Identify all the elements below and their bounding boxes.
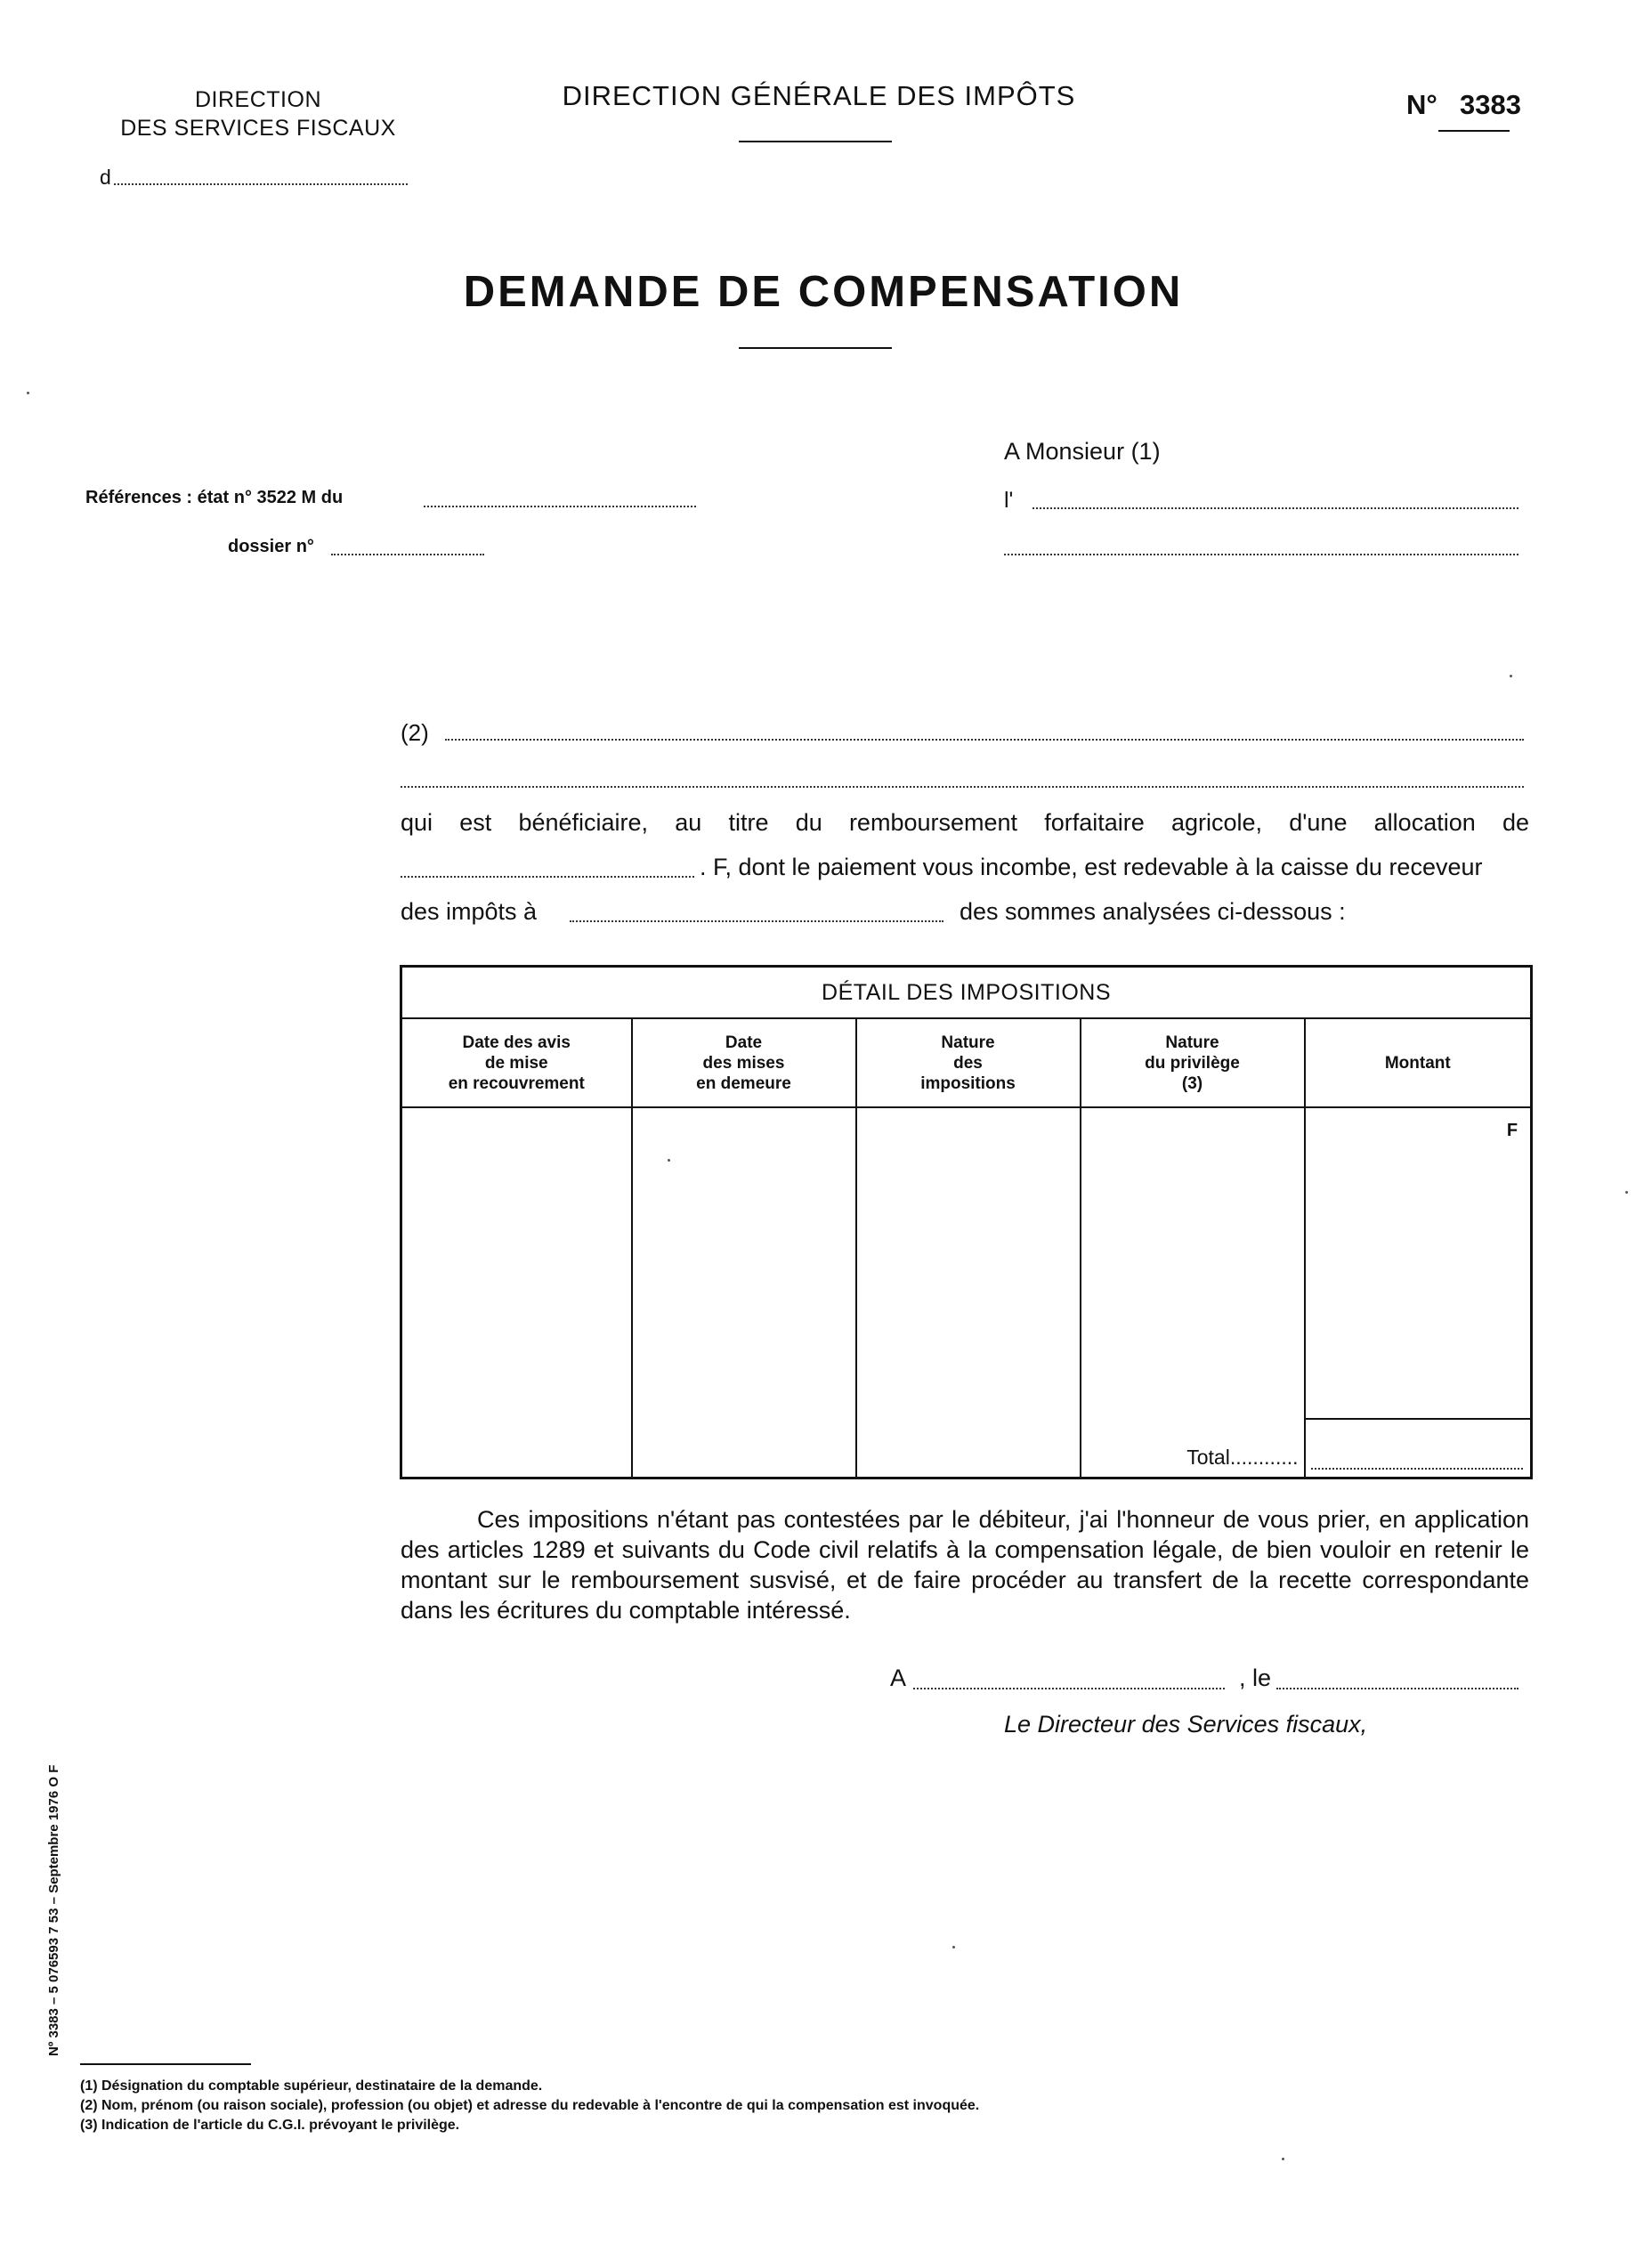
references-label: Références : état n° 3522 M du: [85, 488, 344, 507]
direction-services-fiscaux: [89, 85, 427, 142]
place-label: A: [890, 1665, 907, 1691]
recipient-title: A Monsieur (1): [1004, 438, 1161, 465]
footnote-rule: [80, 2063, 251, 2065]
allocation-amount-field[interactable]: [401, 876, 694, 878]
col-date-mises-l1: Date: [725, 1033, 763, 1052]
request-paragraph: [401, 1504, 1529, 1625]
col-nature-impositions-l2: des: [953, 1053, 983, 1073]
cell-nature-privilege[interactable]: [1081, 1107, 1305, 1478]
debtor-field-1[interactable]: [445, 739, 1524, 741]
scan-speck: [1282, 2158, 1284, 2160]
table-header-row: [401, 1018, 1532, 1107]
request-text: Ces impositions n'étant pas contestées par le débiteur, j'ai l'honneur de vous prier, en application des articles 1289 et suivants du Code civil relatifs à la compensation légale, de bien vouloir en retenir le montant sur le remboursement susvisé, et de faire procéder au transfert de la recette correspondante dans les écritures du comptable intéressé.: [401, 1506, 1529, 1624]
place-field[interactable]: [913, 1688, 1225, 1689]
form-printing-code: Nº 3383 – 5 076593 7 53 – Septembre 1976 O F: [46, 1764, 61, 2056]
page-title: DEMANDE DE COMPENSATION: [463, 268, 1184, 316]
recipient-field-2[interactable]: [1004, 554, 1518, 555]
direction-d-field[interactable]: [114, 183, 408, 185]
col-montant-l1: Montant: [1384, 1053, 1451, 1073]
recipient-prefix: l': [1004, 488, 1014, 513]
footnote-1: (1) Désignation du comptable supérieur, destinataire de la demande.: [80, 2078, 543, 2094]
title-rule: [739, 347, 892, 349]
col-date-avis-l1: Date des avis: [462, 1033, 571, 1052]
total-separator: [1306, 1418, 1531, 1420]
paragraph-line-3a: des impôts à: [401, 898, 538, 925]
recipient-field-1[interactable]: [1032, 507, 1518, 509]
col-date-avis-l2: de mise: [484, 1053, 548, 1073]
form-number-prefix: N°: [1406, 89, 1437, 120]
col-nature-impositions: [856, 1018, 1081, 1107]
total-amount-field[interactable]: [1311, 1468, 1524, 1470]
paragraph-line-3b: des sommes analysées ci-dessous :: [960, 898, 1346, 925]
center-title-rule: [739, 141, 892, 142]
footnote-2: (2) Nom, prénom (ou raison sociale), profession (ou objet) et adresse du redevable à l'encontre de qui la compensation est invoquée.: [80, 2098, 980, 2113]
direction-d-label: d: [100, 166, 111, 189]
col-date-avis-l3: en recouvrement: [448, 1073, 585, 1093]
col-date-mises-l2: des mises: [702, 1053, 785, 1073]
currency-mark: F: [1506, 1121, 1518, 1140]
table-body-row: [401, 1107, 1532, 1478]
col-nature-impositions-l3: impositions: [920, 1073, 1016, 1093]
table-title: DÉTAIL DES IMPOSITIONS: [401, 967, 1532, 1019]
scan-speck: [1625, 1191, 1628, 1194]
cell-date-mises[interactable]: [632, 1107, 856, 1478]
cell-montant[interactable]: [1305, 1107, 1532, 1478]
date-field[interactable]: [1276, 1688, 1518, 1689]
scan-speck: [1510, 675, 1512, 677]
cell-date-avis[interactable]: [401, 1107, 632, 1478]
total-label: Total............: [1186, 1446, 1299, 1469]
direction-line-2: DES SERVICES FISCAUX: [120, 116, 396, 141]
form-number: 3383: [1460, 89, 1521, 120]
scan-speck: [952, 1946, 955, 1948]
etat-date-field[interactable]: [424, 506, 696, 507]
form-number-rule: [1438, 130, 1510, 132]
col-date-mises-l3: en demeure: [696, 1073, 791, 1093]
signature-title: Le Directeur des Services fiscaux,: [1004, 1711, 1368, 1738]
paragraph-line-2: . F, dont le paiement vous incombe, est redevable à la caisse du receveur: [700, 854, 1483, 880]
scan-speck: [27, 392, 29, 394]
col-nature-impositions-l1: Nature: [941, 1033, 995, 1052]
col-date-avis: [401, 1018, 632, 1107]
date-label: , le: [1239, 1665, 1272, 1691]
col-montant: [1305, 1018, 1532, 1107]
debtor-field-2[interactable]: [401, 786, 1524, 788]
tax-detail-table: [400, 965, 1533, 1479]
col-nature-privilege-l1: Nature: [1165, 1033, 1219, 1052]
direction-line-1: DIRECTION: [195, 87, 321, 112]
paragraph-line-1: qui est bénéficiaire, au titre du remboursement forfaitaire agricole, d'une allocation de: [401, 809, 1529, 836]
center-title: DIRECTION GÉNÉRALE DES IMPÔTS: [562, 80, 1076, 111]
receveur-place-field[interactable]: [570, 920, 943, 922]
scan-speck: [668, 1159, 670, 1162]
col-nature-privilege-l2: du privilège: [1145, 1053, 1240, 1073]
cell-nature-impositions[interactable]: [856, 1107, 1081, 1478]
dossier-number-field[interactable]: [331, 554, 484, 555]
footnote-3: (3) Indication de l'article du C.G.I. prévoyant le privilège.: [80, 2118, 460, 2133]
col-nature-privilege: [1081, 1018, 1305, 1107]
col-date-mises: [632, 1018, 856, 1107]
dossier-label: dossier n°: [228, 537, 314, 556]
debtor-label: (2): [401, 719, 429, 746]
col-nature-privilege-l3: (3): [1181, 1073, 1203, 1093]
